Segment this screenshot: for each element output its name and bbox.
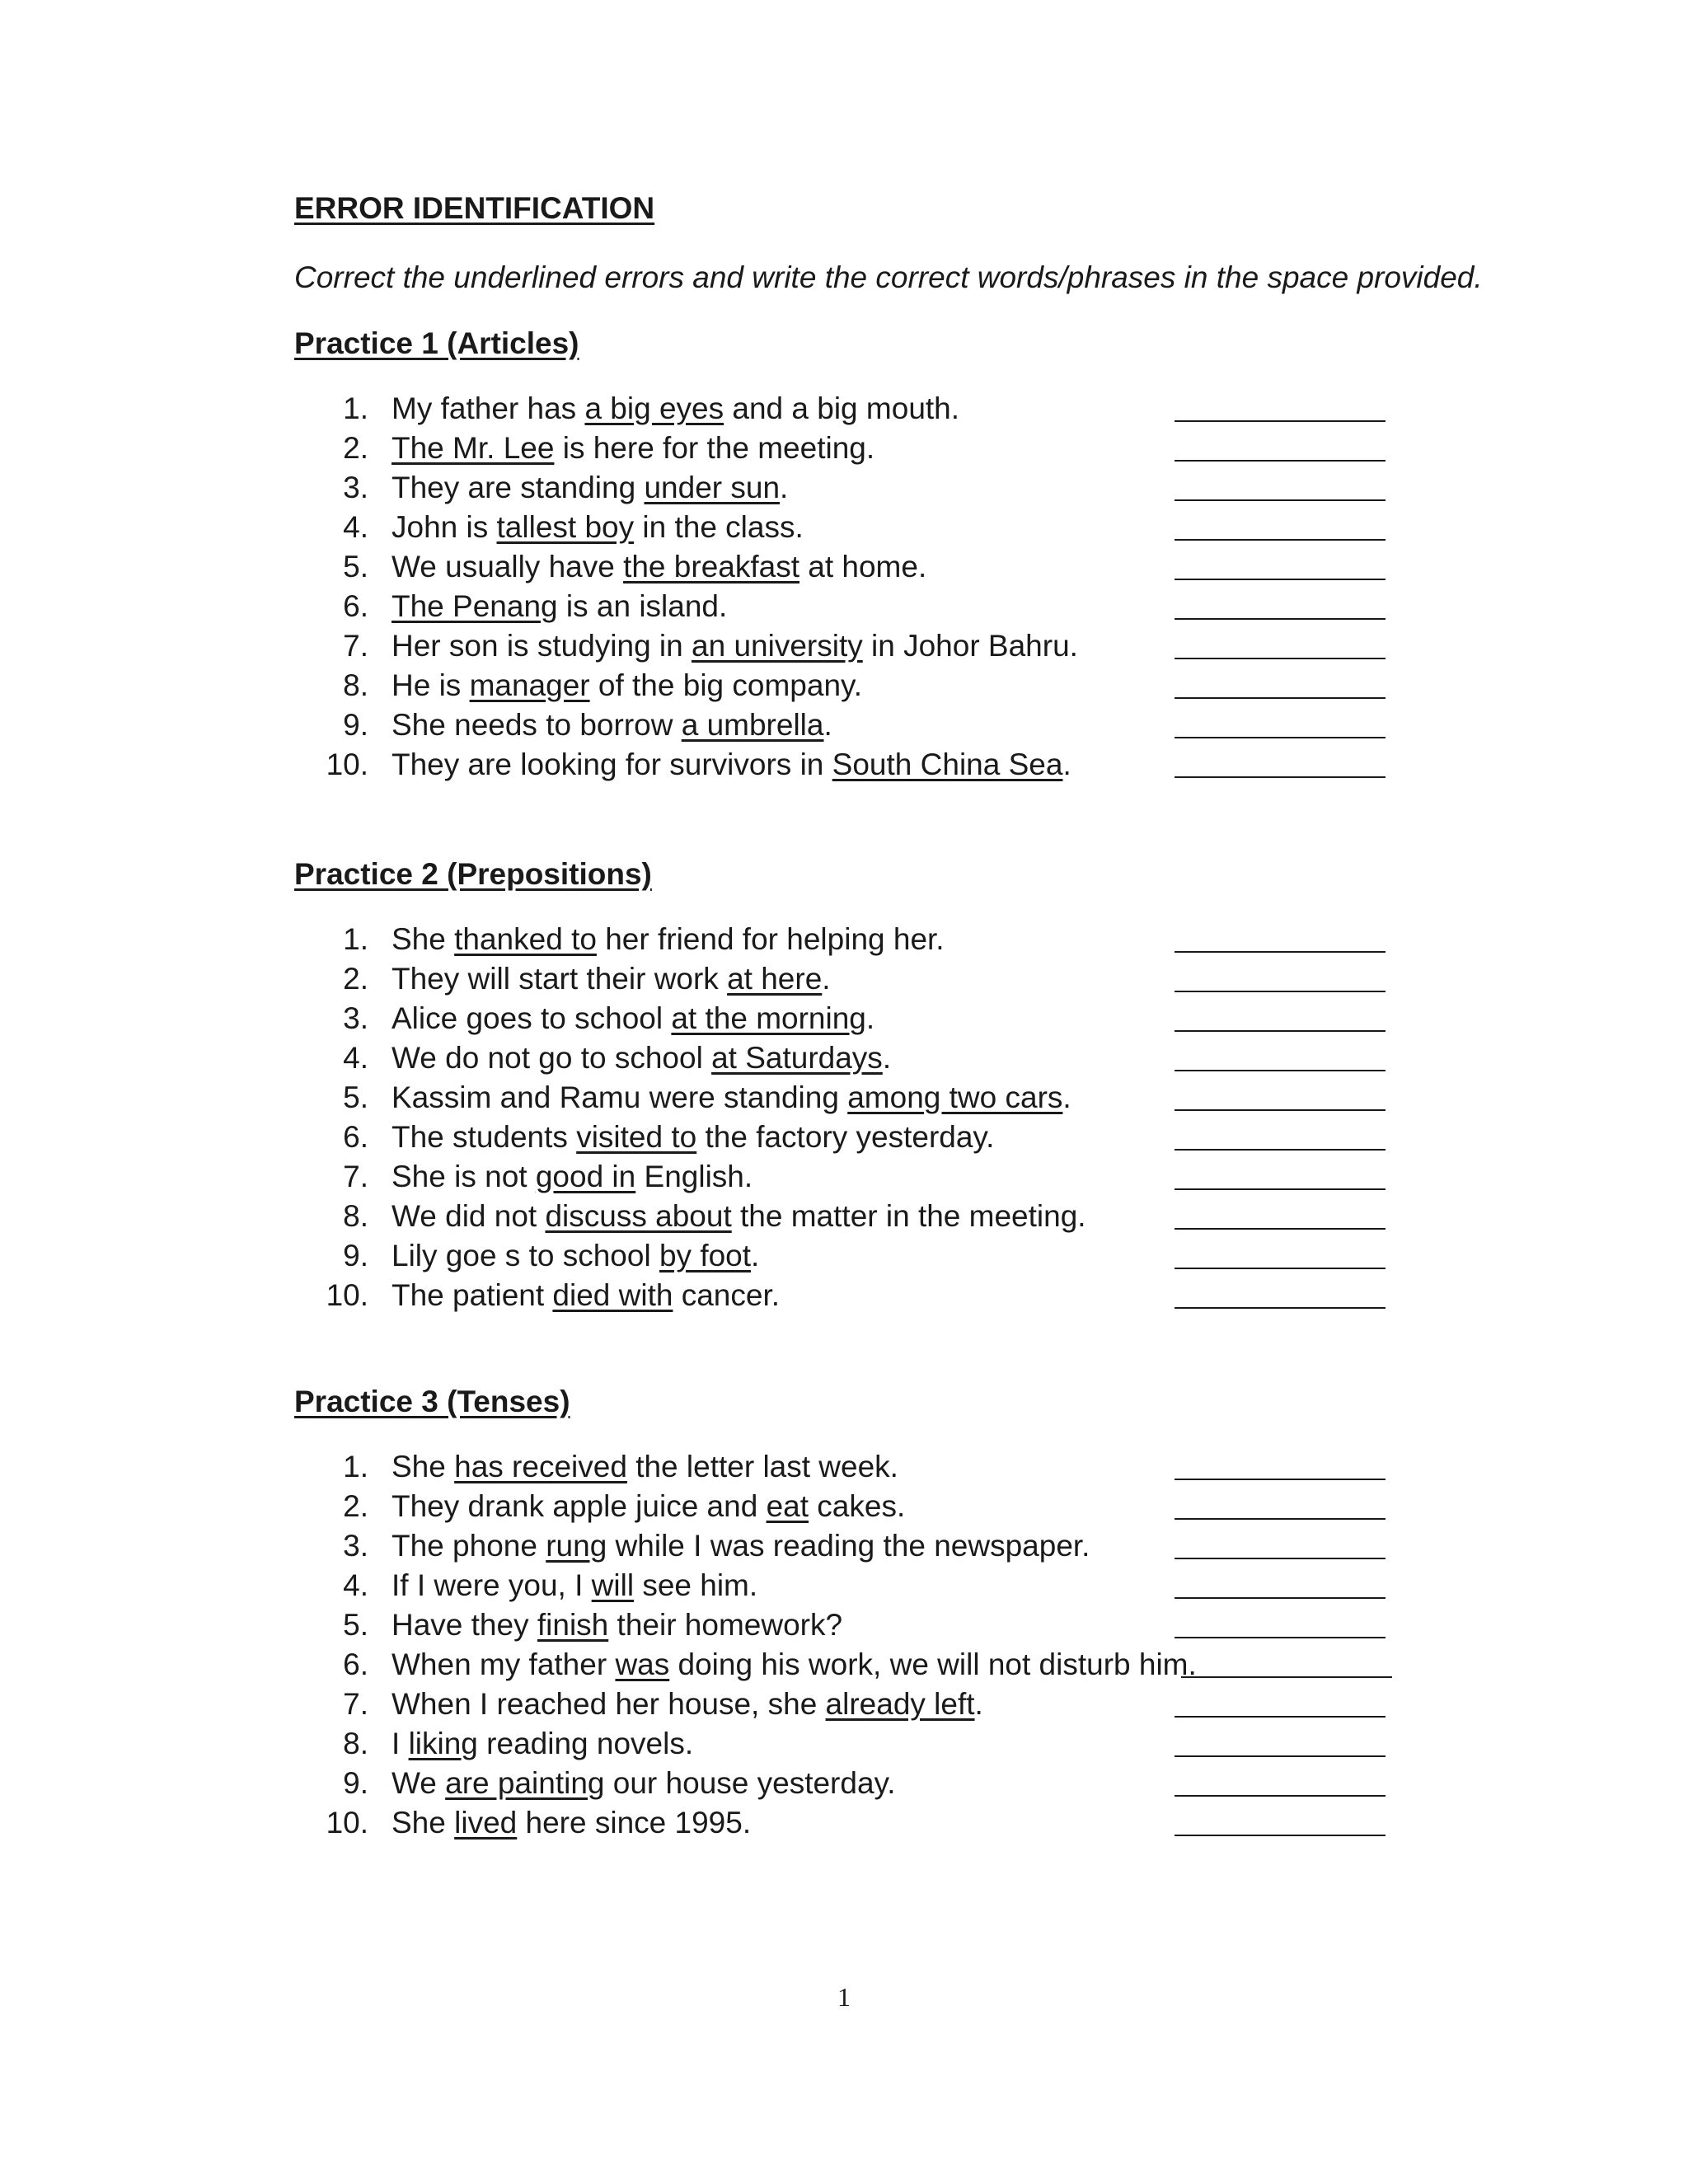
question-number: 7.	[343, 629, 368, 663]
question-item	[294, 468, 1448, 508]
question-sentence: The patient died with cancer.	[392, 1278, 781, 1312]
question-sentence: Her son is studying in an university in Johor Bahru.	[392, 629, 1078, 663]
question-number: 1.	[343, 922, 368, 956]
answer-blank[interactable]	[1175, 1795, 1386, 1797]
question-number: 6.	[343, 1647, 368, 1681]
question-number: 9.	[343, 708, 368, 742]
question-number: 6.	[343, 589, 368, 623]
question-item	[294, 705, 1448, 745]
question-item	[294, 1645, 1448, 1685]
answer-blank[interactable]	[1175, 1597, 1386, 1599]
question-item	[294, 1566, 1448, 1605]
underlined-error: manager	[469, 668, 590, 702]
underlined-error: already left	[825, 1687, 975, 1721]
answer-blank[interactable]	[1175, 1188, 1386, 1190]
question-item	[294, 1526, 1448, 1566]
question-item	[294, 587, 1448, 626]
question-item	[294, 959, 1448, 999]
question-sentence: My father has a big eyes and a big mouth.	[392, 391, 960, 425]
question-number: 2.	[343, 1489, 368, 1523]
question-item	[294, 1197, 1448, 1236]
question-sentence: We did not discuss about the matter in the meeting.	[392, 1199, 1086, 1233]
question-sentence: The Penang is an island.	[392, 589, 728, 623]
question-sentence: I liking reading novels.	[392, 1727, 694, 1760]
question-item	[294, 1236, 1448, 1276]
answer-blank[interactable]	[1175, 991, 1386, 992]
question-sentence: She thanked to her friend for helping her.	[392, 922, 945, 956]
question-sentence: Kassim and Ramu were standing among two cars.	[392, 1080, 1071, 1114]
question-item	[294, 666, 1448, 705]
question-number: 1.	[343, 391, 368, 425]
question-sentence: When I reached her house, she already left.	[392, 1687, 983, 1721]
question-sentence: He is manager of the big company.	[392, 668, 863, 702]
question-item	[294, 1038, 1448, 1078]
question-item	[294, 1078, 1448, 1118]
answer-blank[interactable]	[1175, 1149, 1386, 1151]
answer-blank[interactable]	[1175, 1835, 1386, 1836]
answer-blank[interactable]	[1175, 776, 1386, 778]
answer-blank[interactable]	[1175, 697, 1386, 699]
underlined-error: was	[615, 1647, 670, 1681]
underlined-error: among two cars	[847, 1080, 1063, 1114]
question-sentence: Have they finish their homework?	[392, 1608, 843, 1642]
answer-blank[interactable]	[1175, 1716, 1386, 1718]
underlined-error: has received	[454, 1450, 627, 1483]
question-sentence: She is not good in English.	[392, 1160, 753, 1193]
question-number: 7.	[343, 1160, 368, 1193]
section-heading: Practice 1 (Articles)	[294, 326, 579, 360]
question-item	[294, 626, 1448, 666]
question-number: 3.	[343, 1001, 368, 1035]
underlined-error: visited to	[576, 1120, 697, 1154]
underlined-error: by foot	[659, 1239, 752, 1272]
question-item	[294, 1118, 1448, 1157]
question-item	[294, 1276, 1448, 1315]
question-number: 10.	[326, 748, 368, 781]
question-sentence: She lived here since 1995.	[392, 1806, 752, 1840]
answer-blank[interactable]	[1175, 618, 1386, 620]
question-item	[294, 389, 1448, 429]
question-sentence: The Mr. Lee is here for the meeting.	[392, 431, 875, 465]
question-item	[294, 1447, 1448, 1487]
question-sentence: If I were you, I will see him.	[392, 1568, 758, 1602]
underlined-error: at here	[727, 962, 823, 996]
question-sentence: We are painting our house yesterday.	[392, 1766, 896, 1800]
underlined-error: liking	[408, 1727, 478, 1760]
section-heading: Practice 2 (Prepositions)	[294, 857, 652, 891]
question-item	[294, 1724, 1448, 1764]
question-sentence: The phone rung while I was reading the newspaper.	[392, 1529, 1090, 1563]
question-number: 4.	[343, 510, 368, 544]
question-item	[294, 429, 1448, 468]
question-number: 9.	[343, 1766, 368, 1800]
question-sentence: They are standing under sun.	[392, 471, 789, 504]
question-number: 8.	[343, 1199, 368, 1233]
question-number: 10.	[326, 1806, 368, 1840]
underlined-error: lived	[454, 1806, 518, 1840]
question-number: 2.	[343, 431, 368, 465]
underlined-error: thanked to	[454, 922, 597, 956]
instruction-text: Correct the underlined errors and write the correct words/phrases in the space provided.	[294, 260, 1483, 294]
question-sentence: John is tallest boy in the class.	[392, 510, 804, 544]
question-sentence: When my father was doing his work, we will not disturb him.	[392, 1647, 1197, 1681]
question-list	[294, 920, 1448, 1315]
question-sentence: She needs to borrow a umbrella.	[392, 708, 832, 742]
question-sentence: They are looking for survivors in South China Sea.	[392, 748, 1071, 781]
answer-blank[interactable]	[1175, 1268, 1386, 1269]
question-number: 9.	[343, 1239, 368, 1272]
question-list	[294, 389, 1448, 785]
question-item	[294, 1764, 1448, 1803]
answer-blank[interactable]	[1175, 1755, 1386, 1757]
underlined-error: a big eyes	[584, 391, 724, 425]
answer-blank[interactable]	[1175, 658, 1386, 659]
answer-blank[interactable]	[1175, 499, 1386, 501]
underlined-error: The Penang	[392, 589, 558, 623]
question-sentence: They will start their work at here.	[392, 962, 831, 996]
section-heading: Practice 3 (Tenses)	[294, 1385, 570, 1418]
underlined-error: a umbrella	[681, 708, 824, 742]
question-item	[294, 1803, 1448, 1843]
section-practice-1	[294, 323, 1448, 781]
question-item	[294, 920, 1448, 959]
underlined-error: rung	[546, 1529, 607, 1563]
underlined-error: tallest boy	[496, 510, 635, 544]
question-item	[294, 1157, 1448, 1197]
section-practice-2	[294, 854, 1448, 1312]
question-sentence: We usually have the breakfast at home.	[392, 550, 927, 583]
answer-blank[interactable]	[1175, 1307, 1386, 1309]
question-item	[294, 508, 1448, 547]
answer-blank[interactable]	[1175, 737, 1386, 738]
underlined-error: discuss about	[545, 1199, 732, 1233]
question-sentence: She has received the letter last week.	[392, 1450, 898, 1483]
answer-blank[interactable]	[1175, 539, 1386, 541]
question-number: 10.	[326, 1278, 368, 1312]
question-item	[294, 1605, 1448, 1645]
question-number: 5.	[343, 550, 368, 583]
underlined-error: The Mr. Lee	[392, 431, 555, 465]
answer-blank[interactable]	[1175, 1637, 1386, 1638]
question-number: 4.	[343, 1568, 368, 1602]
answer-blank[interactable]	[1175, 1030, 1386, 1032]
question-number: 1.	[343, 1450, 368, 1483]
section-practice-3	[294, 1381, 1448, 1840]
question-number: 4.	[343, 1041, 368, 1075]
answer-blank[interactable]	[1175, 1228, 1386, 1230]
underlined-error: at Saturdays	[711, 1041, 883, 1075]
question-number: 7.	[343, 1687, 368, 1721]
question-sentence: Lily goe s to school by foot.	[392, 1239, 760, 1272]
answer-blank[interactable]	[1175, 1109, 1386, 1111]
question-number: 2.	[343, 962, 368, 996]
question-list	[294, 1447, 1448, 1843]
answer-blank[interactable]	[1175, 579, 1386, 580]
question-number: 8.	[343, 1727, 368, 1760]
answer-blank[interactable]	[1175, 1479, 1386, 1480]
question-item	[294, 547, 1448, 587]
answer-blank[interactable]	[1175, 1518, 1386, 1520]
underlined-error: are painting	[445, 1766, 605, 1800]
underlined-error: eat	[766, 1489, 809, 1523]
question-number: 8.	[343, 668, 368, 702]
question-sentence: The students visited to the factory yesterday.	[392, 1120, 995, 1154]
underlined-error: South China Sea	[832, 748, 1063, 781]
question-number: 5.	[343, 1080, 368, 1114]
question-number: 3.	[343, 1529, 368, 1563]
underlined-error: will	[591, 1568, 635, 1602]
answer-blank[interactable]	[1175, 951, 1386, 953]
question-number: 5.	[343, 1608, 368, 1642]
underlined-error: died with	[552, 1278, 673, 1312]
answer-blank[interactable]	[1175, 1558, 1386, 1559]
worksheet-title: ERROR IDENTIFICATION	[294, 191, 655, 225]
question-sentence: Alice goes to school at the morning.	[392, 1001, 875, 1035]
underlined-error: under sun	[644, 471, 781, 504]
question-number: 3.	[343, 471, 368, 504]
answer-blank[interactable]	[1175, 460, 1386, 462]
question-item	[294, 999, 1448, 1038]
question-item	[294, 1685, 1448, 1724]
question-sentence: We do not go to school at Saturdays.	[392, 1041, 892, 1075]
answer-blank[interactable]	[1175, 1070, 1386, 1071]
underlined-error: good in	[535, 1160, 636, 1193]
underlined-error: an university	[692, 629, 863, 663]
question-item	[294, 1487, 1448, 1526]
answer-blank[interactable]	[1175, 420, 1386, 422]
question-sentence: They drank apple juice and eat cakes.	[392, 1489, 906, 1523]
underlined-error: at the morning	[671, 1001, 866, 1035]
underlined-error: the breakfast	[623, 550, 799, 583]
question-item	[294, 745, 1448, 785]
question-number: 6.	[343, 1120, 368, 1154]
page-number: 1	[837, 1982, 851, 2012]
underlined-error: finish	[537, 1608, 609, 1642]
answer-blank[interactable]	[1181, 1676, 1392, 1678]
